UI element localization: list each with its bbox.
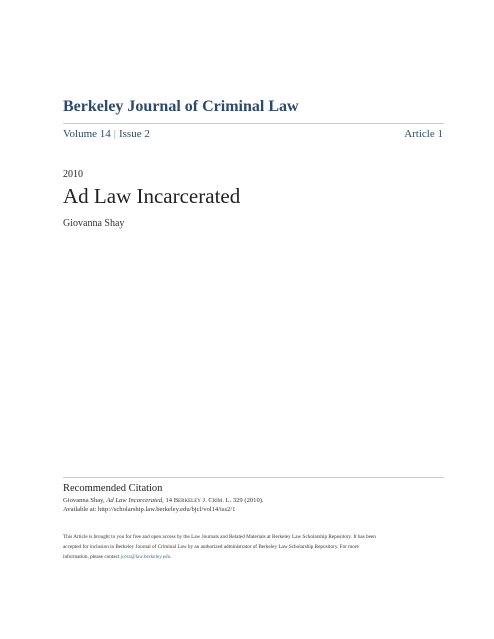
notice-line-2: accepted for inclusion in Berkeley Journal of Criminal Law by an authorized administrator of Berkeley Law Scholarship Repository. For more (63, 544, 359, 550)
notice-contact-prefix: information, please contact (63, 554, 121, 560)
citation-pages: 329 (2010). (231, 497, 264, 504)
citation-available-url[interactable]: Available at: http://scholarship.law.berkeley.edu/bjcl/vol14/iss2/1 (63, 506, 236, 513)
journal-title[interactable]: Berkeley Journal of Criminal Law (63, 98, 299, 115)
notice-line-1: This Article is brought to you for free and open access by the Law Journals and Related Materials at Berkeley Law Scholarship Repository. It has been (63, 534, 376, 540)
notice-line-3 (63, 552, 444, 562)
article-number-link[interactable]: Article 1 (404, 128, 443, 140)
contact-email-link[interactable]: jcera@law.berkeley.edu (120, 554, 171, 560)
header-divider (63, 123, 444, 124)
recommended-citation-heading: Recommended Citation (63, 483, 163, 494)
citation-block (63, 496, 444, 514)
citation-volume: , 14 (162, 497, 174, 504)
issue-link[interactable]: Issue 2 (118, 128, 150, 140)
volume-issue-line (63, 128, 150, 140)
repository-notice (63, 532, 444, 562)
citation-journal-abbrev: Berkeley J. Crim. L. (173, 497, 232, 504)
separator: | (113, 128, 116, 140)
citation-author: Giovanna Shay, (63, 497, 107, 504)
citation-line (63, 496, 444, 505)
citation-title: Ad Law Incarcerated (106, 497, 163, 504)
article-title: Ad Law Incarcerated (63, 184, 241, 208)
notice-contact-suffix: . (170, 554, 172, 560)
article-author: Giovanna Shay (63, 218, 125, 229)
publication-year: 2010 (63, 169, 83, 180)
citation-divider (63, 477, 444, 478)
volume-link[interactable]: Volume 14 (63, 128, 111, 140)
